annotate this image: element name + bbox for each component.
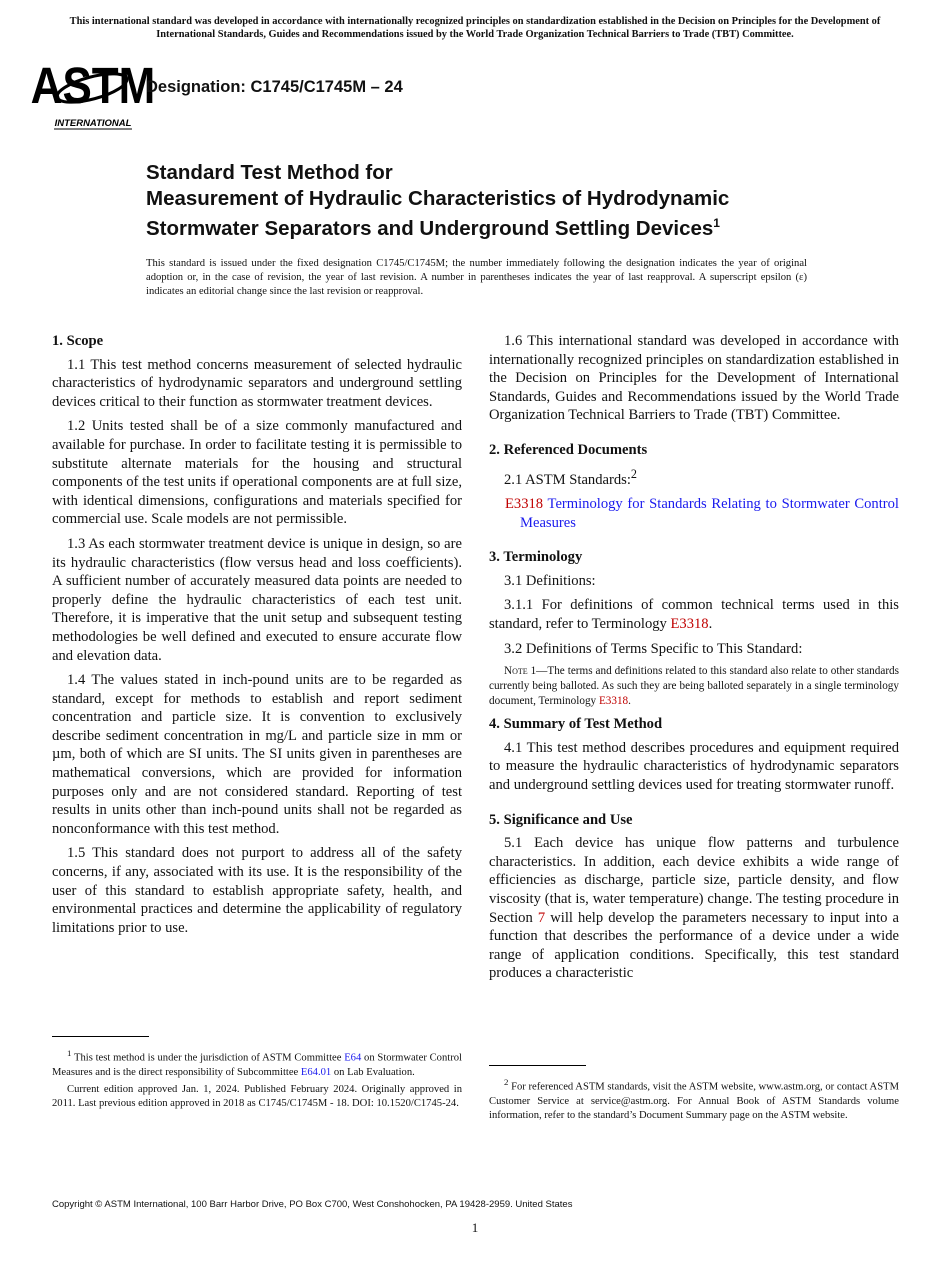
footnote-mark: 2 [630,466,637,481]
text-segment: on Stormwater Control Measures and is the direct responsibility of Subcommittee [52,1052,462,1078]
reference-item [489,495,899,532]
text-segment: 1—The terms and definitions related to this standard also relate to other standards currently being balloted. As such they are being balloted separately in a single terminology document, Terminology [489,665,899,708]
text-segment: 1.1 This test method concerns measurement of selected hydraulic characteristics of hydrodynamic separators and underground settling devices critical to their function as stormwater treatment devices. [52,356,462,410]
text-segment: This international standard was developed in accordance with internationally recognized principles on standardization established in the Decision on Principles for the Development of International Standards, Guides and Recommendations issued by the World Trade Organization Technical Barriers to Trade (TBT) Committee. [489,333,899,424]
footnote [52,1083,462,1111]
link[interactable]: E64 [344,1052,362,1064]
title-line: Standard Test Method for [146,161,393,184]
paragraph [52,356,462,412]
top-notice: This international standard was developed in accordance with internationally recognized principles on standardization established in the Decision on Principles for the Development of International Standards, Guides and Recommendations issued by the World Trade Organization Technical Barriers to Trade (TBT) Committee. [69,16,881,40]
section-heading [489,811,899,830]
text-segment: on Lab Evaluation. [331,1066,415,1078]
note [489,664,899,709]
link[interactable]: Terminology for Standards Relating to Stormwater Control Measures [520,496,899,531]
link[interactable]: 7 [537,909,546,926]
spacer [489,431,899,441]
svg-text:INTERNATIONAL: INTERNATIONAL [54,118,132,129]
title-line: Stormwater Separators and Underground Settling Devices [146,216,714,240]
paragraph [489,739,899,795]
paragraph [489,640,899,659]
paragraph [489,572,899,591]
paragraph [489,332,899,425]
text-segment: Current edition approved Jan. 1, 2024. Published February 2024. Originally approved in 2011. Last previous edition approved in 2018 as C1745/C1745M - 18. DOI: 10.1520/C1745-24. [52,1083,462,1109]
text-segment: 5.1 Each device has unique flow patterns and turbulence characteristics. In addition, each device exhibits a wide range of efficiencies as discharge, particle size, particle density, and flow viscosity (that is, water temperature) change. The testing procedure in Section [489,835,899,926]
section-heading [52,332,462,351]
text-segment: Annual Book of ASTM Standards [698,1095,861,1107]
text-segment: For referenced ASTM standards, visit the ASTM website, www.astm.org, or contact ASTM Customer Service at service@astm.org. For [489,1081,899,1107]
text-segment: 1.5 [67,845,93,862]
copyright: Copyright © ASTM International, 100 Barr Harbor Drive, PO Box C700, West Conshohocken, PA 19428-2959. United States [52,1199,573,1210]
footnote-mark: 1 [67,1048,72,1058]
issued-note: This standard is issued under the fixed designation C1745/C1745M; the number immediately following the designation indicates the year of original adoption or, in the case of revision, the year of last revision. A number in parentheses indicates the year of last reapproval. A superscript epsilon (ε) indicates an editorial change since the last revision or reapproval. [146,258,807,297]
paragraph [489,834,899,983]
text-segment: volume information, refer to the standard’s Document Summary page on the ASTM website. [489,1095,899,1121]
text-segment: Definitions: [525,572,596,589]
text-segment: 1. Scope [52,333,104,349]
link[interactable]: E3318 [505,496,544,513]
footnotes-left [52,1046,462,1114]
footnote-divider [52,1036,149,1037]
text-segment: . [628,695,631,708]
text-segment: . [708,615,713,632]
text-segment: Note [504,665,528,678]
text-segment: 1.6 [504,333,528,349]
text-segment: 4. Summary of Test Method [489,716,663,733]
text-segment: 1.2 Units tested shall be of a size commonly manufactured and available for purchase. In order to facilitate testing it is permissible to substitute alternate materials for the housing and structural components of the test units if operational components are at full size, with identical dimensions, configurations and materials specified for commercial use. Scale models are not permissible. [52,418,462,528]
page-number: 1 [471,1220,479,1235]
link[interactable]: E3318 [598,695,629,708]
footnotes-right [489,1075,899,1126]
text-segment: 2.1 [504,471,526,488]
logo-letters: ASTM [30,58,156,115]
text-segment: 1.3 As each stormwater treatment device is unique in design, so are its hydraulic characteristics (flow versus head and loss coefficients). A sufficient number of accurately measured data points are needed to properly define the hydraulic characteristics of each test unit. Therefore, it is imperative that the unit setup and subsequent testing methodologies be well defined and executed to ensure accurate flow and elevation data. [52,535,462,664]
footnote-mark: 2 [504,1077,509,1087]
text-segment: ASTM Standards: [525,471,631,488]
text-segment: This standard does not purport to address all of the safety concerns, if any, associated with its use. It is the responsibility of the user of this standard to establish appropriate safety, health, and environmental practices and determine the applicability of regulatory limitations prior to use. [52,845,462,936]
link[interactable]: E64.01 [300,1066,332,1078]
designation: Designation: C1745/C1745M – 24 [146,78,403,96]
section-heading [489,441,899,460]
paragraph [489,465,899,489]
text-segment: This test method is under the jurisdiction of ASTM Committee [71,1052,345,1064]
text-segment: Definitions of Terms Specific to This Standard: [525,640,803,657]
spacer [489,538,899,548]
spacer [489,801,899,811]
footnote [489,1075,899,1123]
section-heading [489,548,899,567]
document-title [146,160,866,241]
paragraph [52,844,462,937]
text-segment: 4.1 This test method describes procedures and equipment required to measure the hydraulic characteristics of hydrodynamic separators and underground settling devices used for treating stormwater runoff. [489,739,899,793]
section-heading [489,715,899,734]
paragraph [52,417,462,529]
paragraph [52,671,462,838]
paragraph [489,596,899,633]
text-segment: 3.2 [504,640,526,657]
left-column [52,332,462,943]
astm-logo [30,56,156,130]
title-line: Measurement of Hydraulic Characteristics of Hydrodynamic [146,186,730,210]
title-footnote-mark[interactable]: 1 [713,216,720,230]
text-segment: 3.1 [504,572,526,589]
link[interactable]: E3318 [670,615,709,632]
text-segment: 2. Referenced Documents [489,441,648,458]
footnote-divider [489,1065,586,1066]
paragraph [52,535,462,665]
text-segment: 1.4 The values stated in inch-pound units are to be regarded as standard, except for methods to establish and report sediment concentration and particle size. It is convention to exclusively describe sediment concentration in mg/L and particle size in mm or µm, both of which are SI units. The SI units given in parentheses are mathematical conversions, which are provided for information purposes only and are not considered standard. Reporting of test results in units other than inch-pound units shall not be regarded as nonconformance with this test method. [52,672,462,837]
footnote [52,1046,462,1080]
text-segment: 5. Significance and Use [489,811,633,828]
text-segment: 3.1.1 For definitions of common technical terms used in this standard, refer to Terminology [489,597,899,632]
text-segment: 3. Terminology [489,549,583,566]
right-column [489,332,899,989]
text-segment: will help develop the parameters necessary to input into a function that describes the performance of a device under a wide range of application conditions. Specifically, this test standard produces a characteristic [489,909,899,982]
